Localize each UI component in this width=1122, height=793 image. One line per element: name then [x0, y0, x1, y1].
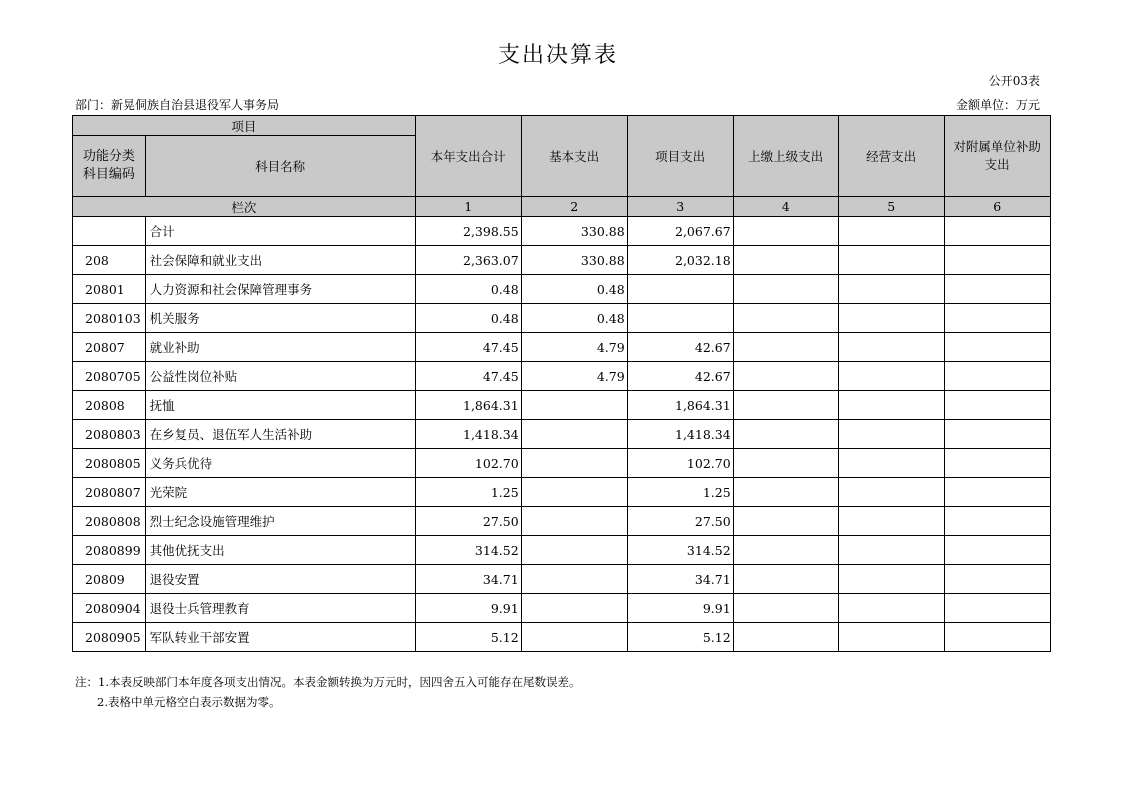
cell-amount-c6: [944, 275, 1050, 304]
cell-amount-c5: [838, 536, 944, 565]
cell-amount-c3: 42.67: [627, 362, 733, 391]
cell-name: 机关服务: [145, 304, 415, 333]
page-title: 支出决算表: [497, 43, 618, 68]
cell-amount-c3: 1,418.34: [627, 420, 733, 449]
cell-amount-c5: [838, 391, 944, 420]
cell-code: 20808: [73, 391, 146, 420]
cell-amount-c5: [838, 304, 944, 333]
cell-amount-c6: [944, 304, 1050, 333]
cell-amount-c2: [521, 420, 627, 449]
cell-amount-c1: 0.48: [415, 275, 521, 304]
unit-label: 金额单位：万元: [955, 98, 1040, 112]
cell-amount-c3: 42.67: [627, 333, 733, 362]
cell-amount-c3: [627, 275, 733, 304]
cell-name: 光荣院: [145, 478, 415, 507]
cell-amount-c1: 34.71: [415, 565, 521, 594]
cell-name: 抚恤: [145, 391, 415, 420]
cell-amount-c3: 5.12: [627, 623, 733, 652]
cell-name: 人力资源和社会保障管理事务: [145, 275, 415, 304]
header-index-3: 3: [627, 197, 733, 217]
cell-amount-c3: [627, 304, 733, 333]
cell-amount-c2: 330.88: [521, 246, 627, 275]
cell-code: 2080807: [73, 478, 146, 507]
cell-amount-c1: 5.12: [415, 623, 521, 652]
cell-amount-c2: [521, 623, 627, 652]
cell-amount-c4: [733, 217, 838, 246]
cell-name: 退役安置: [145, 565, 415, 594]
cell-amount-c5: [838, 623, 944, 652]
header-project: 项目: [73, 116, 416, 136]
cell-amount-c3: 1,864.31: [627, 391, 733, 420]
cell-amount-c1: 27.50: [415, 507, 521, 536]
note-1: 注：1.本表反映部门本年度各项支出情况。本表金额转换为万元时，因四舍五入可能存在尾数误差。: [75, 675, 581, 689]
cell-amount-c1: 0.48: [415, 304, 521, 333]
cell-code: [73, 217, 146, 246]
notes: [75, 672, 580, 712]
cell-amount-c4: [733, 565, 838, 594]
cell-amount-c5: [838, 217, 944, 246]
cell-amount-c1: 47.45: [415, 333, 521, 362]
cell-amount-c6: [944, 536, 1050, 565]
cell-amount-c4: [733, 304, 838, 333]
cell-amount-c4: [733, 420, 838, 449]
cell-amount-c6: [944, 246, 1050, 275]
cell-amount-c6: [944, 478, 1050, 507]
cell-name: 在乡复员、退伍军人生活补助: [145, 420, 415, 449]
header-subject-name: 科目名称: [145, 136, 415, 197]
cell-name: 社会保障和就业支出: [145, 246, 415, 275]
table-row: [73, 507, 1051, 536]
cell-amount-c2: 4.79: [521, 362, 627, 391]
department-label: 部门：新晃侗族自治县退役军人事务局: [75, 98, 280, 112]
cell-amount-c6: [944, 449, 1050, 478]
cell-amount-c2: 4.79: [521, 333, 627, 362]
cell-code: 2080803: [73, 420, 146, 449]
cell-amount-c5: [838, 478, 944, 507]
cell-name: 其他优抚支出: [145, 536, 415, 565]
table-row: [73, 449, 1051, 478]
header-col-1: 本年支出合计: [415, 116, 521, 197]
table-row: [73, 420, 1051, 449]
cell-amount-c5: [838, 507, 944, 536]
table-row: [73, 391, 1051, 420]
header-func-code: 功能分类科目编码: [73, 136, 146, 197]
cell-amount-c2: [521, 594, 627, 623]
cell-amount-c5: [838, 594, 944, 623]
header-index-6: 6: [944, 197, 1050, 217]
cell-name: 义务兵优待: [145, 449, 415, 478]
cell-amount-c3: 9.91: [627, 594, 733, 623]
header-col-4: 上缴上级支出: [733, 116, 838, 197]
cell-amount-c2: [521, 391, 627, 420]
cell-amount-c6: [944, 565, 1050, 594]
cell-amount-c1: 2,398.55: [415, 217, 521, 246]
cell-amount-c5: [838, 275, 944, 304]
cell-amount-c5: [838, 246, 944, 275]
table-row: [73, 362, 1051, 391]
cell-amount-c4: [733, 507, 838, 536]
cell-code: 2080805: [73, 449, 146, 478]
header-index-label: 栏次: [73, 197, 416, 217]
cell-amount-c3: 314.52: [627, 536, 733, 565]
cell-amount-c4: [733, 536, 838, 565]
cell-amount-c1: 9.91: [415, 594, 521, 623]
cell-amount-c5: [838, 333, 944, 362]
table-row: [73, 536, 1051, 565]
cell-amount-c4: [733, 623, 838, 652]
table-row: [73, 478, 1051, 507]
cell-name: 合计: [145, 217, 415, 246]
cell-amount-c6: [944, 420, 1050, 449]
cell-amount-c6: [944, 217, 1050, 246]
cell-amount-c6: [944, 391, 1050, 420]
cell-amount-c6: [944, 594, 1050, 623]
cell-code: 208: [73, 246, 146, 275]
cell-name: 公益性岗位补贴: [145, 362, 415, 391]
cell-amount-c6: [944, 362, 1050, 391]
header-index-1: 1: [415, 197, 521, 217]
table-row: [73, 333, 1051, 362]
cell-amount-c5: [838, 362, 944, 391]
cell-amount-c4: [733, 333, 838, 362]
cell-amount-c3: 2,067.67: [627, 217, 733, 246]
cell-amount-c5: [838, 449, 944, 478]
cell-amount-c2: [521, 565, 627, 594]
cell-code: 20807: [73, 333, 146, 362]
cell-code: 2080905: [73, 623, 146, 652]
cell-code: 20801: [73, 275, 146, 304]
cell-amount-c1: 1.25: [415, 478, 521, 507]
cell-amount-c1: 314.52: [415, 536, 521, 565]
cell-amount-c4: [733, 275, 838, 304]
cell-name: 就业补助: [145, 333, 415, 362]
expenditure-table: [72, 115, 1051, 652]
cell-code: 2080103: [73, 304, 146, 333]
header-index-2: 2: [521, 197, 627, 217]
header-index-4: 4: [733, 197, 838, 217]
cell-name: 退役士兵管理教育: [145, 594, 415, 623]
cell-amount-c2: [521, 478, 627, 507]
cell-code: 20809: [73, 565, 146, 594]
header-col-2: 基本支出: [521, 116, 627, 197]
cell-amount-c4: [733, 362, 838, 391]
cell-amount-c1: 1,864.31: [415, 391, 521, 420]
cell-amount-c4: [733, 594, 838, 623]
header-col-3: 项目支出: [627, 116, 733, 197]
cell-amount-c6: [944, 333, 1050, 362]
header-col-6: 对附属单位补助支出: [944, 116, 1050, 197]
cell-amount-c4: [733, 246, 838, 275]
cell-amount-c5: [838, 565, 944, 594]
table-row: [73, 275, 1051, 304]
cell-code: 2080899: [73, 536, 146, 565]
cell-amount-c4: [733, 449, 838, 478]
table-row: [73, 565, 1051, 594]
cell-code: 2080705: [73, 362, 146, 391]
cell-amount-c2: 0.48: [521, 275, 627, 304]
cell-amount-c3: 102.70: [627, 449, 733, 478]
header-index-5: 5: [838, 197, 944, 217]
cell-amount-c2: [521, 536, 627, 565]
table-row: [73, 304, 1051, 333]
cell-amount-c1: 102.70: [415, 449, 521, 478]
cell-amount-c3: 34.71: [627, 565, 733, 594]
cell-amount-c4: [733, 391, 838, 420]
cell-amount-c1: 47.45: [415, 362, 521, 391]
table-row: [73, 623, 1051, 652]
cell-amount-c3: 2,032.18: [627, 246, 733, 275]
table-row: [73, 246, 1051, 275]
cell-amount-c4: [733, 478, 838, 507]
cell-amount-c1: 1,418.34: [415, 420, 521, 449]
cell-amount-c6: [944, 507, 1050, 536]
cell-amount-c2: 330.88: [521, 217, 627, 246]
table-code: 公开03表: [988, 74, 1040, 88]
cell-code: 2080904: [73, 594, 146, 623]
cell-amount-c5: [838, 420, 944, 449]
cell-amount-c3: 27.50: [627, 507, 733, 536]
header-col-5: 经营支出: [838, 116, 944, 197]
cell-amount-c2: 0.48: [521, 304, 627, 333]
cell-amount-c2: [521, 507, 627, 536]
table-row: [73, 594, 1051, 623]
note-2: 2.表格中单元格空白表示数据为零。: [97, 695, 281, 709]
cell-amount-c3: 1.25: [627, 478, 733, 507]
cell-amount-c1: 2,363.07: [415, 246, 521, 275]
cell-name: 军队转业干部安置: [145, 623, 415, 652]
table-row: [73, 217, 1051, 246]
cell-amount-c6: [944, 623, 1050, 652]
cell-amount-c2: [521, 449, 627, 478]
cell-name: 烈士纪念设施管理维护: [145, 507, 415, 536]
cell-code: 2080808: [73, 507, 146, 536]
